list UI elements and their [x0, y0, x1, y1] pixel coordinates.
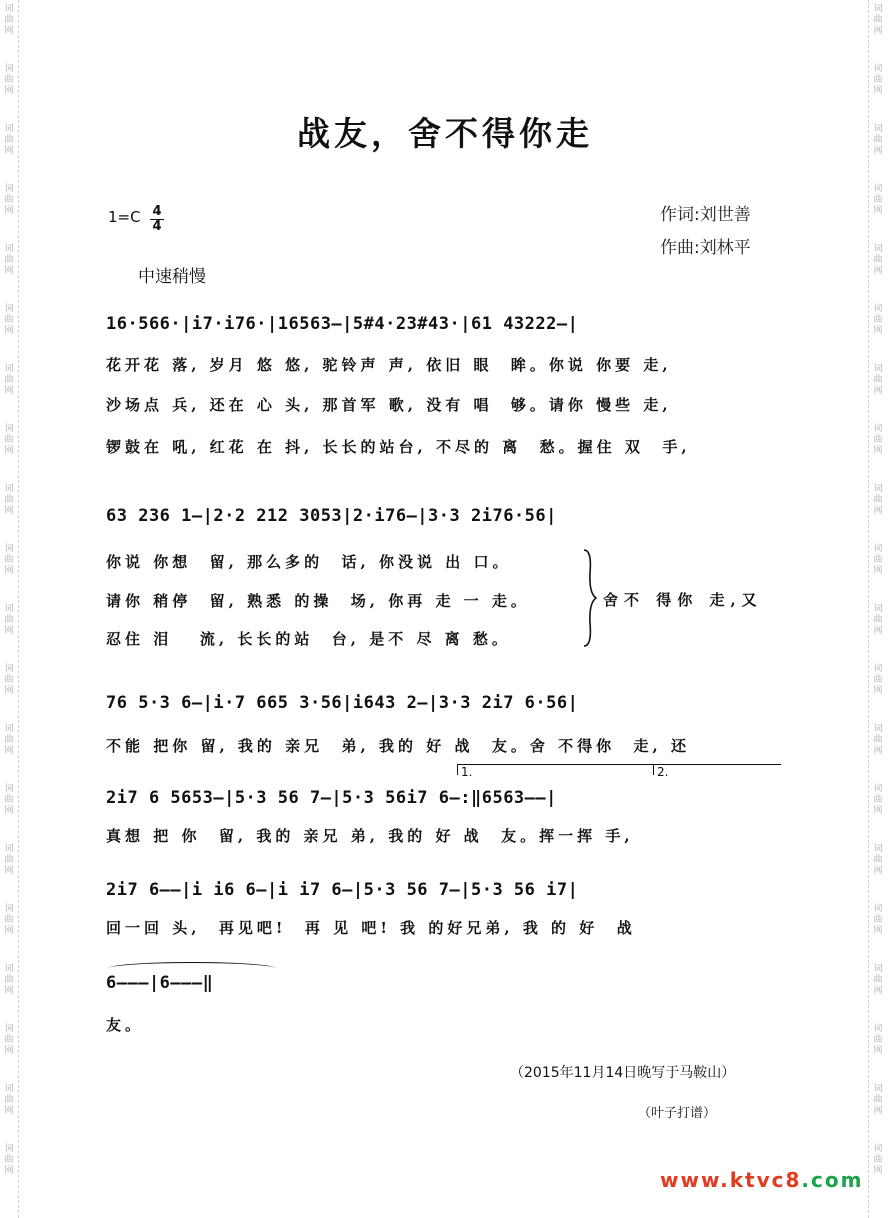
time-signature [150, 205, 164, 234]
score-row-3-notes: 76 5·3 6—|i·7 665 3·56|i643 2—|3·3 2i7 6·56| [106, 693, 579, 713]
watermark-text: 词 曲 网 [4, 364, 14, 396]
score-row-1-lyrics-verse-1: 花开花 落, 岁月 悠 悠, 驼铃声 声, 依旧 眼 眸。你说 你要 走, [106, 356, 672, 374]
tempo-marking: 中速稍慢 [138, 267, 206, 287]
score-row-6-notes: 6———|6———‖ [106, 973, 214, 993]
score-row-4-notes: 2i7 6 5653—|5·3 56 7—|5·3 56i7 6—:‖6563——| [106, 788, 557, 808]
composer-credit: 作曲:刘林平 [660, 238, 751, 258]
watermark-text: 词 曲 网 [4, 4, 14, 36]
watermark-text: 词 曲 网 [4, 304, 14, 336]
watermark-text: 词 曲 网 [873, 904, 883, 936]
watermark-text: 词 曲 网 [873, 784, 883, 816]
watermark-text: 词 曲 网 [4, 244, 14, 276]
watermark-column-left [0, 0, 19, 1218]
watermark-column-right [868, 0, 887, 1218]
watermark-text: 词 曲 网 [873, 1024, 883, 1056]
watermark-text: 词 曲 网 [873, 64, 883, 96]
score-row-1-notes: 16·566·|i7·i76·|16563—|5#4·23#43·|61 43222—| [106, 314, 579, 334]
watermark-text: 词 曲 网 [4, 484, 14, 516]
watermark-text: 词 曲 网 [873, 844, 883, 876]
score-row-1-lyrics-verse-2: 沙场点 兵, 还在 心 头, 那首军 歌, 没有 唱 够。请你 慢些 走, [106, 396, 672, 414]
refrain-lyrics: 舍不 得你 走,又 [603, 591, 763, 609]
watermark-text: 词 曲 网 [4, 124, 14, 156]
time-signature-bottom: 4 [152, 219, 162, 234]
watermark-text: 词 曲 网 [4, 424, 14, 456]
watermark-text: 词 曲 网 [4, 64, 14, 96]
verse-brace [580, 548, 598, 648]
watermark-text: 词 曲 网 [873, 664, 883, 696]
watermark-text: 词 曲 网 [873, 364, 883, 396]
key-signature: 1=C [108, 208, 141, 226]
watermark-text: 词 曲 网 [4, 904, 14, 936]
watermark-text: 词 曲 网 [873, 544, 883, 576]
watermark-text: 词 曲 网 [873, 4, 883, 36]
composition-date: （2015年11月14日晚写于马鞍山） [510, 1065, 736, 1081]
watermark-text: 词 曲 网 [873, 184, 883, 216]
score-row-3-lyrics: 不能 把你 留, 我的 亲兄 弟, 我的 好 战 友。舍 不得你 走, 还 [106, 737, 691, 755]
score-row-2-lyrics-verse-2: 请你 稍停 留, 熟悉 的操 场, 你再 走 一 走。 [106, 592, 530, 610]
watermark-text: 词 曲 网 [873, 124, 883, 156]
score-row-5-lyrics: 回一回 头, 再见吧! 再 见 吧! 我 的好兄弟, 我 的 好 战 [106, 919, 636, 937]
watermark-text: 词 曲 网 [4, 1024, 14, 1056]
score-row-4-lyrics: 真想 把 你 留, 我的 亲兄 弟, 我的 好 战 友。挥一挥 手, [106, 827, 634, 845]
watermark-text: 词 曲 网 [4, 1144, 14, 1176]
watermark-text: 词 曲 网 [873, 484, 883, 516]
watermark-text: 词 曲 网 [4, 184, 14, 216]
watermark-text: 词 曲 网 [4, 544, 14, 576]
watermark-text: 词 曲 网 [873, 1084, 883, 1116]
site-logo-suffix: .com [801, 1168, 864, 1192]
site-logo [660, 1168, 863, 1192]
score-row-5-notes: 2i7 6——|i i6 6—|i i7 6—|5·3 56 7—|5·3 56 i7| [106, 880, 579, 900]
volta-first-ending: 1. [457, 764, 653, 775]
site-logo-prefix: www. [660, 1168, 730, 1192]
score-row-1-lyrics-verse-3: 锣鼓在 吼, 红花 在 抖, 长长的站台, 不尽的 离 愁。握住 双 手, [106, 438, 691, 456]
lyricist-credit: 作词:刘世善 [660, 205, 751, 225]
watermark-text: 词 曲 网 [4, 724, 14, 756]
watermark-text: 词 曲 网 [873, 724, 883, 756]
watermark-text: 词 曲 网 [873, 1144, 883, 1176]
song-title: 战友，舍不得你走 [297, 114, 593, 153]
watermark-text: 词 曲 网 [873, 244, 883, 276]
watermark-text: 词 曲 网 [873, 424, 883, 456]
score-row-2-notes: 63 236 1—|2·2 212 3053|2·i76—|3·3 2i76·56| [106, 506, 557, 526]
watermark-text: 词 曲 网 [873, 304, 883, 336]
time-signature-top: 4 [152, 204, 162, 219]
score-row-2-lyrics-verse-1: 你说 你想 留, 那么多的 话, 你没说 出 口。 [106, 553, 512, 571]
score-row-6-lyrics: 友。 [106, 1016, 145, 1034]
site-logo-mid: ktvc8 [729, 1168, 802, 1192]
watermark-text: 词 曲 网 [4, 1084, 14, 1116]
score-row-2-lyrics-verse-3: 忍住 泪 流, 长长的站 台, 是不 尽 离 愁。 [106, 630, 511, 648]
watermark-text: 词 曲 网 [4, 844, 14, 876]
watermark-text: 词 曲 网 [4, 964, 14, 996]
watermark-text: 词 曲 网 [873, 964, 883, 996]
typist-credit: （叶子打谱） [638, 1106, 717, 1121]
volta-second-ending: 2. [653, 764, 781, 775]
watermark-text: 词 曲 网 [4, 604, 14, 636]
watermark-text: 词 曲 网 [4, 664, 14, 696]
watermark-text: 词 曲 网 [4, 784, 14, 816]
watermark-text: 词 曲 网 [873, 604, 883, 636]
